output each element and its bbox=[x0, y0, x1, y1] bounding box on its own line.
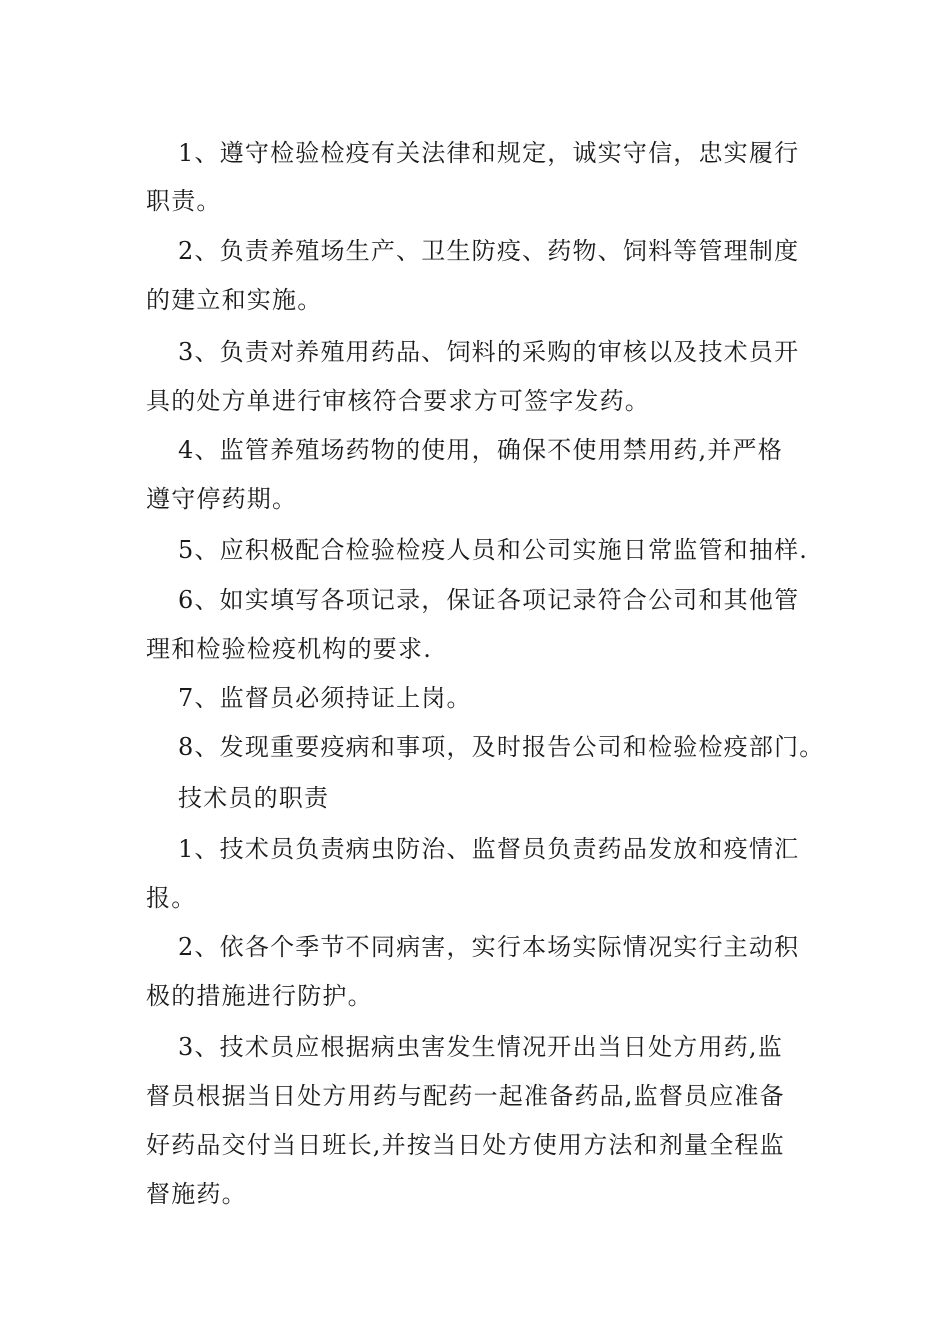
paragraph-line: 理和检验检疫机构的要求. bbox=[146, 635, 433, 663]
paragraph-line: 4、监管养殖场药物的使用，确保不使用禁用药,并严格 bbox=[178, 436, 783, 464]
paragraph-line: 具的处方单进行审核符合要求方可签字发药。 bbox=[146, 387, 650, 415]
paragraph-line: 2、负责养殖场生产、卫生防疫、药物、饲料等管理制度 bbox=[178, 237, 800, 265]
paragraph-line: 3、技术员应根据病虫害发生情况开出当日处方用药,监 bbox=[178, 1033, 783, 1061]
paragraph-line: 8、发现重要疫病和事项，及时报告公司和检验检疫部门。 bbox=[178, 733, 825, 761]
paragraph-line: 督员根据当日处方用药与配药一起准备药品,监督员应准备 bbox=[146, 1082, 785, 1110]
paragraph-line: 6、如实填写各项记录，保证各项记录符合公司和其他管 bbox=[178, 586, 800, 614]
section-heading: 技术员的职责 bbox=[178, 784, 330, 812]
paragraph-line: 7、监督员必须持证上岗。 bbox=[178, 684, 472, 712]
paragraph-line: 5、应积极配合检验检疫人员和公司实施日常监管和抽样. bbox=[178, 536, 809, 564]
paragraph-line: 职责。 bbox=[146, 187, 222, 215]
paragraph-line: 的建立和实施。 bbox=[146, 286, 323, 314]
paragraph-line: 2、依各个季节不同病害，实行本场实际情况实行主动积 bbox=[178, 933, 800, 961]
paragraph-line: 1、遵守检验检疫有关法律和规定，诚实守信，忠实履行 bbox=[178, 139, 800, 167]
paragraph-line: 报。 bbox=[146, 884, 197, 912]
paragraph-line: 遵守停药期。 bbox=[146, 485, 298, 513]
paragraph-line: 极的措施进行防护。 bbox=[146, 982, 373, 1010]
paragraph-line: 1、技术员负责病虫防治、监督员负责药品发放和疫情汇 bbox=[178, 835, 800, 863]
paragraph-line: 督施药。 bbox=[146, 1180, 247, 1208]
paragraph-line: 好药品交付当日班长,并按当日处方使用方法和剂量全程监 bbox=[146, 1131, 785, 1159]
paragraph-line: 3、负责对养殖用药品、饲料的采购的审核以及技术员开 bbox=[178, 338, 800, 366]
